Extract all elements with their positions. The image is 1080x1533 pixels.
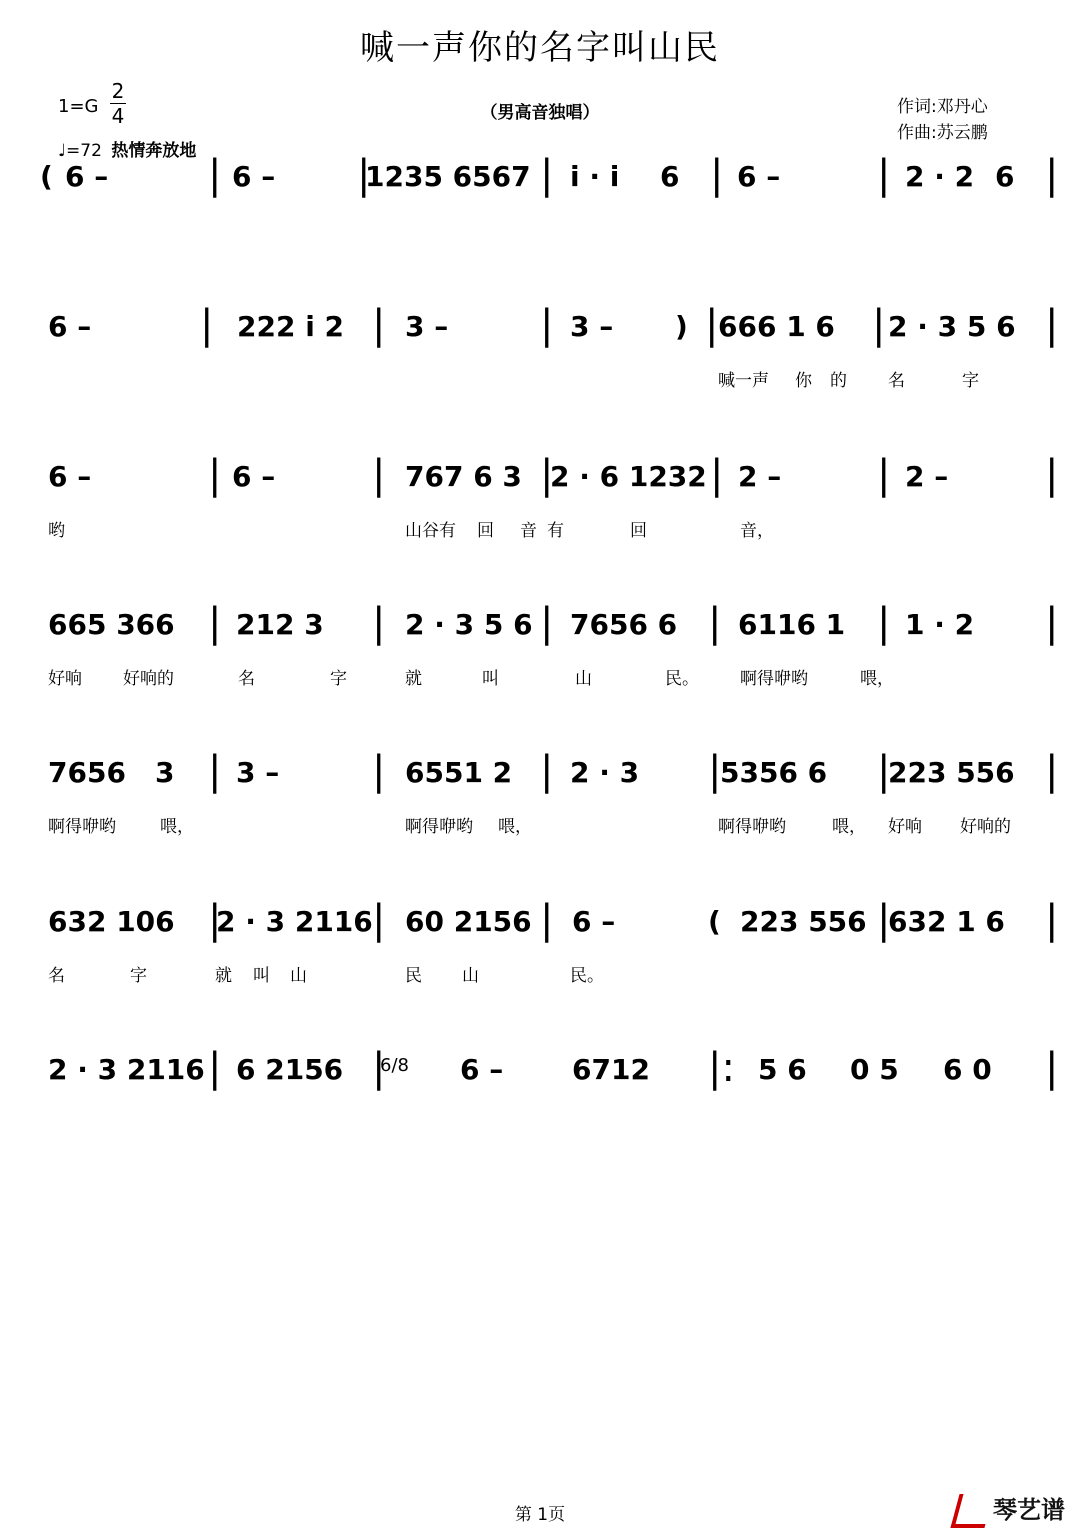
lyric-syllable: 好响的 <box>123 669 174 689</box>
note-group: ( <box>40 160 53 193</box>
barline: | <box>372 748 386 794</box>
barline: | <box>1045 897 1059 943</box>
note-group: 1 · 2 <box>905 608 975 641</box>
note-group: 767 6 3 <box>405 460 522 493</box>
subtitle: （男高音独唱） <box>480 103 600 123</box>
expression-text: 热情奔放地 <box>111 141 197 161</box>
barline: | <box>208 1045 222 1091</box>
lyric-syllable: 字 <box>130 966 147 986</box>
note-group: 6712 <box>572 1053 650 1086</box>
score-line <box>0 600 1080 698</box>
score-line <box>0 1045 1080 1143</box>
lyric-syllable: 叫 <box>253 966 270 986</box>
note-group: 7656 <box>48 756 126 789</box>
note-group: 6 0 <box>943 1053 992 1086</box>
barline: | <box>877 452 891 498</box>
composer: 作曲:苏云鹏 <box>897 123 988 143</box>
score-line <box>0 302 1080 400</box>
note-group: 2 · 3 5 6 <box>405 608 533 641</box>
note-group: 6 – <box>48 310 92 343</box>
lyric-syllable: 音 <box>520 521 537 541</box>
lyric-syllable: 回 <box>477 521 494 541</box>
barline: | <box>208 748 222 794</box>
note-group: 2 · 3 2116 <box>48 1053 205 1086</box>
tempo-value: =72 <box>66 141 102 161</box>
barline: | <box>1045 600 1059 646</box>
barline: | <box>1045 152 1059 198</box>
note-group: 2 – <box>738 460 782 493</box>
lyric-syllable: 的 <box>830 371 847 391</box>
note-group: 0 5 <box>850 1053 899 1086</box>
barline: | <box>705 302 719 348</box>
barline: | <box>200 302 214 348</box>
note-group: 6 – <box>737 160 781 193</box>
barline: | <box>540 600 554 646</box>
barline: | <box>710 152 724 198</box>
quarter-note-icon: ♩ <box>58 141 67 161</box>
lyric-syllable: 啊得咿哟 <box>718 817 786 837</box>
barline: | <box>1045 302 1059 348</box>
lyric-syllable: 名 <box>48 966 65 986</box>
lyric-syllable: 喂， <box>860 669 894 689</box>
page-number: 第 1页 <box>514 1505 566 1525</box>
lyric-syllable: 啊得咿哟 <box>48 817 116 837</box>
note-group: 6 – <box>232 160 276 193</box>
lyric-syllable: 喂， <box>498 817 532 837</box>
note-group: 2 · 3 5 6 <box>888 310 1016 343</box>
note-group: 666 1 6 <box>718 310 835 343</box>
note-group: 2 · 3 2116 <box>216 905 373 938</box>
barline: | <box>208 897 222 943</box>
note-group: 60 2156 <box>405 905 532 938</box>
barline: | <box>877 600 891 646</box>
note-group: 6 <box>995 160 1015 193</box>
note-group: ) <box>675 310 688 343</box>
note-group: 3 – <box>570 310 614 343</box>
note-group: 3 <box>155 756 175 789</box>
song-title: 喊一声你的名字叫山民 <box>360 28 720 68</box>
note-group: i · i <box>570 160 620 193</box>
note-group: 1235 6567 <box>365 160 531 193</box>
score-line <box>0 152 1080 250</box>
note-group: 6 2156 <box>236 1053 344 1086</box>
lyric-syllable: 啊得咿哟 <box>740 669 808 689</box>
lyric-syllable: 民 <box>405 966 422 986</box>
lyric-syllable: 字 <box>330 669 347 689</box>
barline: | <box>372 600 386 646</box>
lyric-syllable: 名 <box>888 371 905 391</box>
barline: |: <box>708 1045 735 1091</box>
lyricist: 作词:邓丹心 <box>897 97 988 117</box>
note-group: 6 – <box>232 460 276 493</box>
note-group: 6 – <box>460 1053 504 1086</box>
barline: | <box>540 897 554 943</box>
note-group: 6 <box>660 160 680 193</box>
site-logo <box>955 1490 1065 1528</box>
time-signature-bottom: 4 <box>111 104 125 128</box>
lyric-syllable: 好响的 <box>960 817 1011 837</box>
lyric-syllable: 有 <box>547 521 564 541</box>
barline: | <box>208 152 222 198</box>
note-group: 223 556 <box>888 756 1015 789</box>
score-line <box>0 748 1080 846</box>
barline: | <box>708 600 722 646</box>
barline: | <box>357 152 371 198</box>
barline: | <box>540 152 554 198</box>
note-group: 6 – <box>48 460 92 493</box>
note-group: 6/8 <box>380 1055 409 1076</box>
lyric-syllable: 山 <box>290 966 307 986</box>
barline: | <box>540 302 554 348</box>
lyric-syllable: 山 <box>462 966 479 986</box>
note-group: 665 366 <box>48 608 175 641</box>
lyric-syllable: 好响 <box>48 669 82 689</box>
note-group: 5 6 <box>758 1053 807 1086</box>
barline: | <box>877 748 891 794</box>
logo-text: 琴艺谱 <box>993 1496 1065 1524</box>
note-group: 6551 2 <box>405 756 513 789</box>
note-group: 2 – <box>905 460 949 493</box>
barline: | <box>372 302 386 348</box>
lyric-syllable: 山 <box>575 669 592 689</box>
note-group: 3 – <box>405 310 449 343</box>
barline: | <box>1045 1045 1059 1091</box>
tempo-marking <box>58 136 196 161</box>
note-group: 632 1 6 <box>888 905 1005 938</box>
barline: | <box>540 452 554 498</box>
lyric-syllable: 喊一声 <box>718 371 769 391</box>
barline: | <box>540 748 554 794</box>
lyric-syllable: 音， <box>740 521 774 541</box>
barline: | <box>877 897 891 943</box>
note-group: 7656 6 <box>570 608 678 641</box>
barline: | <box>372 897 386 943</box>
barline: | <box>1045 748 1059 794</box>
barline: | <box>872 302 886 348</box>
lyric-syllable: 喂， <box>160 817 194 837</box>
barline: | <box>708 748 722 794</box>
logo-icon <box>950 1494 993 1528</box>
note-group: 5356 6 <box>720 756 828 789</box>
score-line <box>0 452 1080 550</box>
note-group: 2 · 2 <box>905 160 975 193</box>
score-line <box>0 897 1080 995</box>
barline: | <box>208 452 222 498</box>
note-group: 2 · 3 <box>570 756 640 789</box>
lyric-syllable: 啊得咿哟 <box>405 817 473 837</box>
note-group: 6 – <box>65 160 109 193</box>
note-group: 223 556 <box>740 905 867 938</box>
note-group: ( <box>708 905 721 938</box>
lyric-syllable: 你 <box>795 371 812 391</box>
lyric-syllable: 山谷有 <box>405 521 456 541</box>
lyric-syllable: 回 <box>630 521 647 541</box>
barline: | <box>877 152 891 198</box>
note-group: 6116 1 <box>738 608 846 641</box>
barline: | <box>710 452 724 498</box>
barline: | <box>372 1045 386 1091</box>
note-group: 222 i 2 <box>237 310 345 343</box>
barline: | <box>372 452 386 498</box>
lyric-syllable: 就 <box>405 669 422 689</box>
lyric-syllable: 好响 <box>888 817 922 837</box>
note-group: 2 · 6 1232 <box>550 460 707 493</box>
note-group: 3 – <box>236 756 280 789</box>
note-group: 632 106 <box>48 905 175 938</box>
lyric-syllable: 叫 <box>482 669 499 689</box>
note-group: 6 – <box>572 905 616 938</box>
lyric-syllable: 就 <box>215 966 232 986</box>
barline: | <box>208 600 222 646</box>
lyric-syllable: 字 <box>962 371 979 391</box>
lyric-syllable: 名 <box>238 669 255 689</box>
key-signature: 1=G <box>58 96 99 117</box>
note-group: 212 3 <box>236 608 324 641</box>
lyric-syllable: 喂， <box>832 817 866 837</box>
lyric-syllable: 民。 <box>570 966 604 986</box>
time-signature-top: 2 <box>111 79 125 103</box>
barline: | <box>1045 452 1059 498</box>
lyric-syllable: 哟 <box>48 521 65 541</box>
lyric-syllable: 民。 <box>665 669 699 689</box>
